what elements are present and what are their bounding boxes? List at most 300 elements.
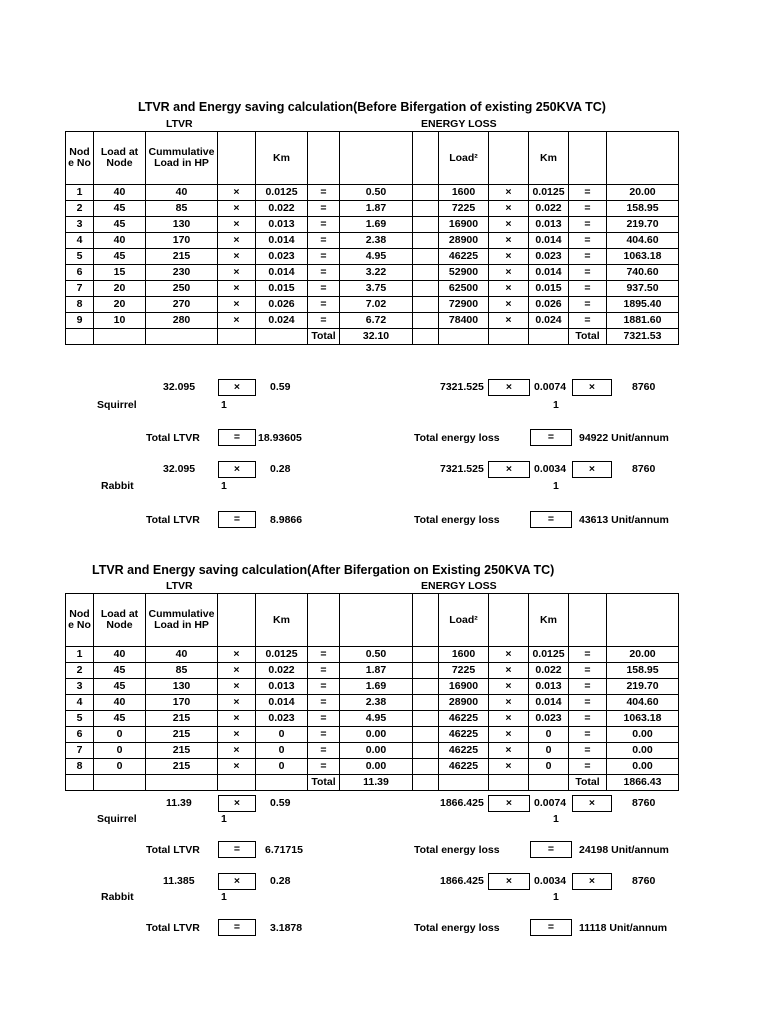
table-cell: 9: [66, 313, 94, 329]
table-cell: 6: [66, 727, 94, 743]
s2-squirrel-total-energy-value: 24198 Unit/annum: [579, 844, 669, 856]
s2-squirrel-energy-value: 1866.425: [440, 797, 484, 809]
header-load-at-node: Load at Node: [94, 594, 146, 647]
table-cell: 0.022: [529, 201, 569, 217]
s1-rabbit-energy-denominator: 1: [553, 480, 559, 492]
table-cell: 215: [146, 711, 218, 727]
table-cell: 0: [529, 743, 569, 759]
s1-rabbit-ltvr-factor: 0.28: [270, 463, 291, 475]
table-cell: ×: [489, 663, 529, 679]
table-cell: 7.02: [340, 297, 413, 313]
s1-rabbit-label: Rabbit: [101, 480, 134, 492]
table-cell: 85: [146, 663, 218, 679]
table-cell: 40: [94, 695, 146, 711]
table-cell: 46225: [439, 249, 489, 265]
table-cell: =: [308, 233, 340, 249]
table-cell: =: [308, 297, 340, 313]
table-cell: 5: [66, 249, 94, 265]
s1-rabbit-energy-times-box: ×: [488, 461, 530, 478]
spacer-cell: [413, 759, 439, 775]
table-cell: 0.014: [256, 233, 308, 249]
table-cell: 0.014: [529, 233, 569, 249]
s2-rabbit-ltvr-factor: 0.28: [270, 875, 291, 887]
table-cell: ×: [489, 743, 529, 759]
table-cell: ×: [218, 679, 256, 695]
table-cell: 404.60: [607, 695, 679, 711]
table-cell: ×: [489, 647, 529, 663]
header-cumulative: Cummulative Load in HP: [146, 132, 218, 185]
table-cell: 0.0125: [529, 647, 569, 663]
table-cell: 0: [256, 727, 308, 743]
table-cell: 6.72: [340, 313, 413, 329]
s1-rabbit-ltvr-value: 32.095: [163, 463, 196, 475]
table-cell: ×: [218, 647, 256, 663]
table-cell: 1.69: [340, 679, 413, 695]
table-cell: 215: [146, 759, 218, 775]
s1-rabbit-ltvr-denominator: 1: [221, 480, 227, 492]
table-cell: 45: [94, 201, 146, 217]
header-load-squared: Load²: [439, 132, 489, 185]
table-cell: =: [569, 281, 607, 297]
table-header-row: [66, 594, 679, 647]
table-cell: 0.022: [256, 201, 308, 217]
s1-squirrel-label: Squirrel: [97, 399, 137, 411]
table-cell: 0.0125: [256, 185, 308, 201]
table-cell: ×: [218, 217, 256, 233]
table-row: [66, 249, 679, 265]
table-cell: 0.013: [256, 217, 308, 233]
table-cell: 0.023: [529, 711, 569, 727]
s1-rabbit-eq-box: =: [218, 511, 256, 528]
spacer-cell: [413, 647, 439, 663]
s2-squirrel-energy-times-box: ×: [488, 795, 530, 812]
table-cell: =: [569, 265, 607, 281]
table-cell: 1600: [439, 185, 489, 201]
table-cell: 1600: [439, 647, 489, 663]
table-cell: 52900: [439, 265, 489, 281]
table-cell: 15: [94, 265, 146, 281]
s1-squirrel-energy-times-box: ×: [488, 379, 530, 396]
header-blank: [218, 594, 256, 647]
section2-ltvr-label: LTVR: [166, 580, 193, 592]
table-cell: 2: [66, 663, 94, 679]
spacer-cell: [413, 201, 439, 217]
table-total-row: [66, 329, 679, 345]
table-cell: 740.60: [607, 265, 679, 281]
s2-rabbit-energy-value: 1866.425: [440, 875, 484, 887]
table-cell: =: [308, 265, 340, 281]
spacer-cell: [413, 185, 439, 201]
table-cell: 0.023: [256, 711, 308, 727]
s2-squirrel-ltvr-value: 11.39: [166, 797, 192, 809]
spacer-cell: [413, 743, 439, 759]
table-cell: 0.0125: [256, 647, 308, 663]
table-cell: 1.69: [340, 217, 413, 233]
table-cell: 158.95: [607, 201, 679, 217]
table-cell: =: [308, 711, 340, 727]
table-cell: 40: [94, 185, 146, 201]
section2-table: [65, 593, 679, 791]
header-load-squared: Load²: [439, 594, 489, 647]
table-cell: 0.00: [340, 759, 413, 775]
table-cell: 0.014: [529, 695, 569, 711]
s1-squirrel-energy-value: 7321.525: [440, 381, 484, 393]
table-cell: ×: [218, 695, 256, 711]
s1-rabbit-hours: 8760: [632, 463, 656, 475]
table-cell: =: [569, 679, 607, 695]
spacer-cell: [413, 249, 439, 265]
table-cell: =: [569, 711, 607, 727]
table-cell: ×: [489, 313, 529, 329]
table-cell: 230: [146, 265, 218, 281]
spacer-cell: [413, 233, 439, 249]
s2-rabbit-eq-box: =: [218, 919, 256, 936]
table-cell: 45: [94, 663, 146, 679]
s2-rabbit-ltvr-value: 11.385: [163, 875, 195, 887]
s1-squirrel-energy-factor: 0.0074: [534, 381, 567, 393]
table-cell: 0: [256, 743, 308, 759]
total-label: Total: [308, 775, 340, 791]
s2-squirrel-energy-factor: 0.0074: [534, 797, 567, 809]
table-cell: 250: [146, 281, 218, 297]
table-total-row: [66, 775, 679, 791]
table-cell: =: [569, 743, 607, 759]
table-cell: 2.38: [340, 233, 413, 249]
table-cell: 0.0125: [529, 185, 569, 201]
table-cell: 2: [66, 201, 94, 217]
s1-squirrel-total-energy-label: Total energy loss: [414, 432, 500, 444]
table-cell: 170: [146, 695, 218, 711]
table-cell: 0.50: [340, 185, 413, 201]
s1-rabbit-total-ltvr-value: 8.9866: [270, 514, 303, 526]
header-blank: [489, 132, 529, 185]
total-label: Total: [569, 329, 607, 345]
table-cell: ×: [489, 711, 529, 727]
table-cell: ×: [489, 727, 529, 743]
s2-rabbit-ltvr-denominator: 1: [221, 891, 227, 903]
header-km2: Km: [529, 132, 569, 185]
table-cell: ×: [489, 201, 529, 217]
s2-rabbit-total-ltvr-label: Total LTVR: [146, 922, 200, 934]
table-cell: 0.026: [529, 297, 569, 313]
table-cell: ×: [489, 233, 529, 249]
table-cell: 1: [66, 647, 94, 663]
section1-table: [65, 131, 679, 345]
table-cell: 20.00: [607, 185, 679, 201]
s2-squirrel-hours-times-box: ×: [572, 795, 612, 812]
table-row: [66, 217, 679, 233]
table-cell: 0.024: [529, 313, 569, 329]
table-row: [66, 185, 679, 201]
spacer-cell: [413, 727, 439, 743]
table-cell: ×: [218, 185, 256, 201]
header-blank: [340, 132, 413, 185]
total-energy: 1866.43: [607, 775, 679, 791]
table-cell: =: [308, 679, 340, 695]
s2-squirrel-total-ltvr-value: 6.71715: [265, 844, 303, 856]
table-row: [66, 265, 679, 281]
table-cell: 0.026: [256, 297, 308, 313]
s1-squirrel-total-energy-value: 94922 Unit/annum: [579, 432, 669, 444]
table-cell: 0: [529, 759, 569, 775]
table-cell: 219.70: [607, 679, 679, 695]
table-cell: 20: [94, 297, 146, 313]
table-cell: ×: [218, 233, 256, 249]
table-cell: =: [569, 233, 607, 249]
table-cell: 1: [66, 185, 94, 201]
table-cell: ×: [218, 297, 256, 313]
s1-squirrel-total-ltvr-value: 18.93605: [258, 432, 302, 444]
total-label: Total: [308, 329, 340, 345]
table-cell: =: [569, 727, 607, 743]
table-cell: 16900: [439, 679, 489, 695]
s1-squirrel-eq-box: =: [218, 429, 256, 446]
table-cell: 1.87: [340, 663, 413, 679]
table-row: [66, 647, 679, 663]
table-cell: 937.50: [607, 281, 679, 297]
table-cell: 0.013: [529, 217, 569, 233]
table-cell: =: [569, 759, 607, 775]
header-blank: [413, 132, 439, 185]
s2-squirrel-energy-denominator: 1: [553, 813, 559, 825]
s1-rabbit-energy-value: 7321.525: [440, 463, 484, 475]
s1-squirrel-times-box: ×: [218, 379, 256, 396]
s2-rabbit-times-box: ×: [218, 873, 256, 890]
table-cell: =: [569, 217, 607, 233]
table-cell: 0: [94, 743, 146, 759]
header-blank: [340, 594, 413, 647]
table-cell: 0.013: [256, 679, 308, 695]
table-cell: 3: [66, 217, 94, 233]
table-cell: =: [308, 727, 340, 743]
table-cell: ×: [218, 727, 256, 743]
table-cell: 0.023: [529, 249, 569, 265]
table-cell: =: [308, 217, 340, 233]
table-cell: ×: [489, 679, 529, 695]
spacer-cell: [413, 711, 439, 727]
table-row: [66, 727, 679, 743]
table-cell: 40: [94, 647, 146, 663]
header-node: Nod e No: [66, 594, 94, 647]
table-header-row: [66, 132, 679, 185]
s2-rabbit-energy-times-box: ×: [488, 873, 530, 890]
table-cell: 0.00: [607, 743, 679, 759]
table-cell: =: [569, 313, 607, 329]
table-cell: 8: [66, 759, 94, 775]
header-blank: [489, 594, 529, 647]
s2-squirrel-total-ltvr-label: Total LTVR: [146, 844, 200, 856]
table-cell: 7225: [439, 201, 489, 217]
table-cell: 78400: [439, 313, 489, 329]
s2-rabbit-energy-denominator: 1: [553, 891, 559, 903]
table-cell: 6: [66, 265, 94, 281]
header-blank: [607, 132, 679, 185]
total-ltvr: 11.39: [340, 775, 413, 791]
table-cell: ×: [218, 711, 256, 727]
table-cell: ×: [218, 201, 256, 217]
table-row: [66, 695, 679, 711]
table-cell: 46225: [439, 711, 489, 727]
table-cell: ×: [489, 265, 529, 281]
header-load-at-node: Load at Node: [94, 132, 146, 185]
table-cell: ×: [218, 281, 256, 297]
table-cell: 0.50: [340, 647, 413, 663]
s2-rabbit-energy-eq-box: =: [530, 919, 572, 936]
s2-rabbit-energy-factor: 0.0034: [534, 875, 567, 887]
spacer-cell: [413, 695, 439, 711]
s2-rabbit-total-energy-label: Total energy loss: [414, 922, 500, 934]
s1-squirrel-ltvr-value: 32.095: [163, 381, 196, 393]
spacer-cell: [413, 679, 439, 695]
table-cell: =: [308, 695, 340, 711]
table-cell: ×: [218, 249, 256, 265]
s2-squirrel-hours: 8760: [632, 797, 656, 809]
table-cell: ×: [489, 249, 529, 265]
table-cell: =: [308, 201, 340, 217]
table-cell: 10: [94, 313, 146, 329]
s2-squirrel-total-energy-label: Total energy loss: [414, 844, 500, 856]
table-cell: 4: [66, 233, 94, 249]
table-cell: 46225: [439, 743, 489, 759]
table-cell: ×: [489, 695, 529, 711]
s1-rabbit-energy-eq-box: =: [530, 511, 572, 528]
table-cell: 0.00: [607, 727, 679, 743]
table-cell: ×: [489, 217, 529, 233]
s1-squirrel-ltvr-denominator: 1: [221, 399, 227, 411]
header-km: Km: [256, 132, 308, 185]
table-cell: 215: [146, 249, 218, 265]
s1-rabbit-total-ltvr-label: Total LTVR: [146, 514, 200, 526]
table-cell: =: [308, 313, 340, 329]
s2-squirrel-ltvr-factor: 0.59: [270, 797, 291, 809]
table-cell: 0: [94, 759, 146, 775]
table-cell: ×: [489, 281, 529, 297]
table-cell: 130: [146, 217, 218, 233]
table-cell: 0.014: [256, 695, 308, 711]
s2-rabbit-total-energy-value: 11118 Unit/annum: [579, 922, 668, 934]
table-cell: 85: [146, 201, 218, 217]
s1-squirrel-hours-times-box: ×: [572, 379, 612, 396]
table-cell: =: [308, 281, 340, 297]
table-cell: 46225: [439, 727, 489, 743]
table-cell: 1.87: [340, 201, 413, 217]
table-cell: =: [569, 647, 607, 663]
table-cell: =: [308, 249, 340, 265]
table-cell: 20.00: [607, 647, 679, 663]
table-cell: =: [569, 663, 607, 679]
table-cell: 40: [146, 647, 218, 663]
table-row: [66, 281, 679, 297]
table-cell: 170: [146, 233, 218, 249]
table-cell: 28900: [439, 695, 489, 711]
total-energy: 7321.53: [607, 329, 679, 345]
s2-squirrel-eq-box: =: [218, 841, 256, 858]
table-cell: ×: [218, 759, 256, 775]
header-blank: [569, 594, 607, 647]
spacer-cell: [413, 217, 439, 233]
s1-rabbit-total-energy-label: Total energy loss: [414, 514, 500, 526]
s1-squirrel-energy-denominator: 1: [553, 399, 559, 411]
s1-rabbit-hours-times-box: ×: [572, 461, 612, 478]
table-cell: 3: [66, 679, 94, 695]
table-cell: =: [308, 185, 340, 201]
table-cell: 215: [146, 727, 218, 743]
table-cell: 45: [94, 711, 146, 727]
table-row: [66, 711, 679, 727]
table-cell: 0.023: [256, 249, 308, 265]
table-cell: 5: [66, 711, 94, 727]
spacer-cell: [413, 663, 439, 679]
table-cell: ×: [489, 185, 529, 201]
table-cell: ×: [218, 313, 256, 329]
table-cell: 46225: [439, 759, 489, 775]
table-cell: ×: [489, 297, 529, 313]
table-cell: 0.013: [529, 679, 569, 695]
table-row: [66, 313, 679, 329]
table-cell: 62500: [439, 281, 489, 297]
spacer-cell: [413, 297, 439, 313]
table-cell: ×: [218, 265, 256, 281]
table-cell: 7225: [439, 663, 489, 679]
table-cell: 280: [146, 313, 218, 329]
table-cell: 28900: [439, 233, 489, 249]
table-cell: =: [569, 249, 607, 265]
table-cell: 4.95: [340, 249, 413, 265]
table-cell: =: [308, 663, 340, 679]
header-cumulative: Cummulative Load in HP: [146, 594, 218, 647]
table-cell: =: [308, 647, 340, 663]
table-cell: 0.014: [256, 265, 308, 281]
table-cell: 4.95: [340, 711, 413, 727]
table-cell: =: [308, 743, 340, 759]
table-cell: 0.024: [256, 313, 308, 329]
spacer-cell: [413, 313, 439, 329]
table-cell: 0.00: [340, 727, 413, 743]
table-cell: =: [569, 201, 607, 217]
table-cell: 0.00: [340, 743, 413, 759]
spacer-cell: [413, 265, 439, 281]
s2-squirrel-ltvr-denominator: 1: [221, 813, 227, 825]
s2-squirrel-times-box: ×: [218, 795, 256, 812]
header-blank: [218, 132, 256, 185]
table-cell: 0.015: [529, 281, 569, 297]
table-cell: ×: [489, 759, 529, 775]
table-cell: 0.015: [256, 281, 308, 297]
s2-rabbit-hours: 8760: [632, 875, 656, 887]
table-cell: 158.95: [607, 663, 679, 679]
total-ltvr: 32.10: [340, 329, 413, 345]
table-cell: 219.70: [607, 217, 679, 233]
section2-title: LTVR and Energy saving calculation(After Bifergation on Existing 250KVA TC): [92, 563, 555, 577]
table-cell: 8: [66, 297, 94, 313]
table-cell: 0.014: [529, 265, 569, 281]
table-cell: 40: [94, 233, 146, 249]
table-cell: 0.022: [256, 663, 308, 679]
s1-rabbit-energy-factor: 0.0034: [534, 463, 567, 475]
table-cell: 1881.60: [607, 313, 679, 329]
total-label: Total: [569, 775, 607, 791]
table-cell: 0: [256, 759, 308, 775]
table-cell: 45: [94, 679, 146, 695]
header-blank: [308, 132, 340, 185]
table-cell: ×: [218, 663, 256, 679]
s1-squirrel-ltvr-factor: 0.59: [270, 381, 291, 393]
s2-rabbit-total-ltvr-value: 3.1878: [270, 922, 303, 934]
section1-energy-label: ENERGY LOSS: [421, 118, 497, 130]
section1-title: LTVR and Energy saving calculation(Before Bifergation of existing 250KVA TC): [138, 100, 606, 114]
table-cell: 3.75: [340, 281, 413, 297]
table-cell: 7: [66, 743, 94, 759]
